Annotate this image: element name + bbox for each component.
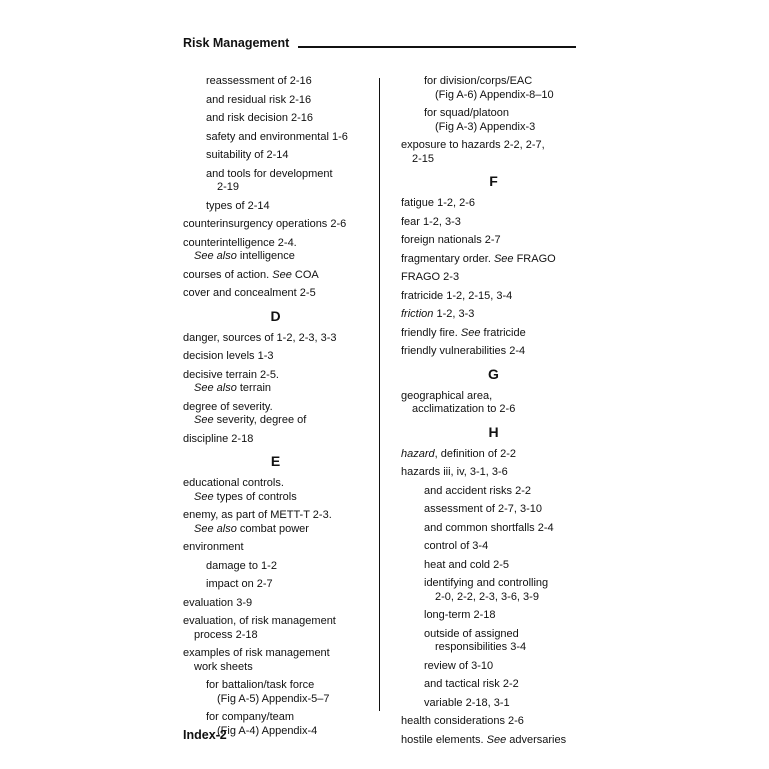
index-entry — [401, 485, 586, 499]
entry-line: counterintelligence 2-4. — [183, 236, 297, 249]
entry-line — [401, 448, 516, 460]
entry-italic-text: See — [486, 733, 507, 746]
entry-line: examples of risk management — [183, 647, 330, 659]
entry-line: and residual risk 2-16 — [206, 93, 312, 106]
index-entry — [401, 609, 586, 623]
index-entry — [183, 369, 368, 396]
entry-line: fratricide 1-2, 2-15, 3-4 — [401, 289, 513, 302]
entry-italic-text: See — [460, 326, 481, 339]
index-entry — [183, 287, 368, 301]
entry-line: evaluation 3-9 — [183, 596, 253, 609]
entry-line: health considerations 2-6 — [401, 715, 524, 727]
see-label: See — [194, 414, 214, 426]
entry-continuation: responsibilities 3-4 — [435, 641, 527, 653]
index-entry — [401, 577, 586, 604]
entry-line: heat and cold 2-5 — [424, 558, 510, 571]
index-entry — [401, 327, 586, 341]
index-entry — [401, 390, 586, 417]
index-entry — [401, 678, 586, 692]
entry-line: cover and concealment 2-5 — [183, 287, 316, 299]
entry-line: environment — [183, 541, 244, 553]
index-entry — [401, 559, 586, 573]
entry-line: and tools for development — [206, 167, 333, 180]
see-label: See — [194, 490, 214, 503]
entry-continuation: 2-0, 2-2, 2-3, 3-6, 3-9 — [435, 590, 539, 603]
index-entry — [401, 628, 586, 655]
entry-continuation: (Fig A-3) Appendix-3 — [435, 120, 536, 133]
index-entry — [183, 112, 368, 126]
entry-line: impact on 2-7 — [206, 578, 273, 590]
page-header-title: Risk Management — [183, 36, 290, 50]
entry-line: safety and environmental 1-6 — [206, 130, 348, 143]
entry-line: counterinsurgency operations 2-6 — [183, 218, 347, 230]
see-label: See also — [194, 382, 237, 394]
entry-line: enemy, as part of METT-T 2-3. — [183, 509, 332, 521]
entry-line: damage to 1-2 — [206, 559, 277, 572]
index-entry — [401, 660, 586, 674]
entry-line: types of 2-14 — [206, 199, 270, 212]
entry-text: hostile elements. — [401, 733, 487, 746]
index-entry — [183, 218, 368, 232]
entry-continuation: (Fig A-4) Appendix-4 — [217, 724, 318, 737]
entry-line: fatigue 1-2, 2-6 — [401, 197, 475, 209]
entry-line: variable 2-18, 3-1 — [424, 696, 510, 709]
entry-line: suitability of 2-14 — [206, 149, 289, 161]
entry-line: friendly vulnerabilities 2-4 — [401, 345, 526, 357]
entry-line: and risk decision 2-16 — [206, 112, 314, 124]
see-target: terrain — [236, 382, 272, 394]
index-entry — [401, 715, 586, 729]
index-entry — [401, 75, 586, 102]
index-entry — [183, 679, 368, 706]
entry-line: outside of assigned — [424, 627, 519, 640]
index-entry — [401, 197, 586, 211]
index-right-column — [401, 75, 586, 752]
section-letter: E — [270, 453, 281, 469]
index-entry — [183, 94, 368, 108]
entry-line — [401, 734, 566, 746]
entry-italic-text: See — [272, 268, 292, 281]
index-left-column — [183, 75, 368, 743]
index-entry — [401, 290, 586, 304]
column-divider — [379, 78, 380, 711]
entry-line: geographical area, — [401, 389, 493, 402]
entry-line: and common shortfalls 2-4 — [424, 521, 554, 534]
entry-line: for battalion/task force — [206, 679, 315, 691]
see-target: intelligence — [236, 250, 295, 262]
index-entry — [401, 503, 586, 517]
entry-line: hazards iii, iv, 3-1, 3-6 — [401, 466, 508, 478]
index-entry — [401, 448, 586, 462]
see-target: severity, degree of — [213, 414, 307, 426]
entry-text: FRAGO — [513, 252, 556, 265]
index-entry — [183, 647, 368, 674]
entry-continuation: work sheets — [194, 660, 253, 673]
index-entry — [401, 308, 586, 322]
index-entry — [183, 477, 368, 504]
index-entry — [183, 509, 368, 536]
entry-text: , definition of 2-2 — [434, 447, 516, 460]
index-entry — [183, 541, 368, 555]
entry-cross-reference — [183, 523, 368, 537]
entry-line: and accident risks 2-2 — [424, 484, 531, 497]
entry-line: identifying and controlling — [424, 577, 549, 589]
index-entry — [183, 75, 368, 89]
index-entry — [401, 466, 586, 480]
entry-line: control of 3-4 — [424, 540, 489, 552]
entry-line: review of 3-10 — [424, 659, 494, 672]
entry-line: foreign nationals 2-7 — [401, 234, 501, 246]
entry-line: educational controls. — [183, 477, 284, 489]
entry-italic-text: friction — [401, 308, 434, 320]
entry-cross-reference — [183, 491, 368, 505]
entry-continuation: (Fig A-6) Appendix-8–10 — [435, 88, 554, 101]
index-entry — [401, 345, 586, 359]
entry-line: long-term 2-18 — [424, 609, 496, 621]
entry-text: 1-2, 3-3 — [433, 308, 475, 320]
entry-line: for company/team — [206, 711, 295, 723]
index-entry — [183, 560, 368, 574]
index-entry — [183, 168, 368, 195]
entry-line: exposure to hazards 2-2, 2-7, — [401, 139, 545, 151]
entry-continuation: acclimatization to 2-6 — [412, 403, 516, 415]
section-letter: H — [488, 423, 499, 440]
index-entry — [183, 332, 368, 346]
entry-continuation: process 2-18 — [194, 628, 258, 641]
see-target: combat power — [236, 522, 309, 535]
index-entry — [183, 433, 368, 447]
entry-line — [401, 327, 526, 339]
index-entry — [183, 578, 368, 592]
index-entry — [183, 131, 368, 145]
index-entry — [401, 107, 586, 134]
index-entry — [183, 200, 368, 214]
index-entry — [401, 734, 586, 748]
entry-text: fragmentary order. — [401, 252, 494, 265]
entry-cross-reference — [183, 382, 368, 396]
index-entry — [401, 697, 586, 711]
index-entry — [183, 149, 368, 163]
entry-line: degree of severity. — [183, 400, 273, 413]
index-entry — [401, 216, 586, 230]
entry-line: decisive terrain 2-5. — [183, 368, 279, 381]
index-entry — [183, 615, 368, 642]
entry-text: COA — [291, 268, 319, 281]
section-letter: F — [489, 173, 498, 189]
section-letter: G — [488, 365, 499, 382]
index-entry — [183, 401, 368, 428]
entry-continuation: 2-15 — [412, 152, 435, 165]
entry-cross-reference — [183, 414, 368, 428]
entry-text: courses of action. — [183, 268, 273, 281]
entry-italic-text: hazard — [401, 447, 435, 460]
entry-line — [183, 269, 319, 281]
section-letter: D — [270, 307, 281, 324]
entry-line: discipline 2-18 — [183, 432, 254, 445]
entry-text: fratricide — [480, 326, 526, 339]
entry-line: and tactical risk 2-2 — [424, 678, 519, 690]
index-entry — [401, 234, 586, 248]
entry-line: for division/corps/EAC — [424, 75, 533, 87]
entry-italic-text: See — [493, 252, 514, 265]
index-entry — [183, 350, 368, 364]
index-entry — [183, 597, 368, 611]
header-rule — [298, 46, 576, 48]
entry-line: assessment of 2-7, 3-10 — [424, 503, 543, 515]
page-number: Index-2 — [183, 728, 227, 742]
entry-cross-reference — [183, 250, 368, 264]
index-entry — [183, 237, 368, 264]
index-entry — [401, 139, 586, 166]
index-entry — [401, 522, 586, 536]
entry-continuation: 2-19 — [217, 181, 240, 193]
entry-line — [401, 308, 474, 320]
entry-line: danger, sources of 1-2, 2-3, 3-3 — [183, 331, 337, 344]
entry-line: evaluation, of risk management — [183, 615, 336, 627]
see-label: See also — [194, 522, 237, 535]
entry-line: for squad/platoon — [424, 107, 510, 119]
entry-line: fear 1-2, 3-3 — [401, 215, 461, 228]
entry-text: adversaries — [506, 733, 567, 746]
entry-line — [401, 253, 556, 265]
index-entry — [183, 269, 368, 283]
index-entry — [401, 271, 586, 285]
entry-line: decision levels 1-3 — [183, 350, 274, 362]
see-label: See also — [194, 250, 237, 262]
index-entry — [401, 540, 586, 554]
see-target: types of controls — [213, 490, 297, 503]
entry-text: friendly fire. — [401, 326, 461, 339]
entry-line: reassessment of 2-16 — [206, 75, 312, 87]
entry-continuation: (Fig A-5) Appendix-5–7 — [217, 692, 330, 705]
entry-line: FRAGO 2-3 — [401, 271, 460, 283]
index-entry — [401, 253, 586, 267]
